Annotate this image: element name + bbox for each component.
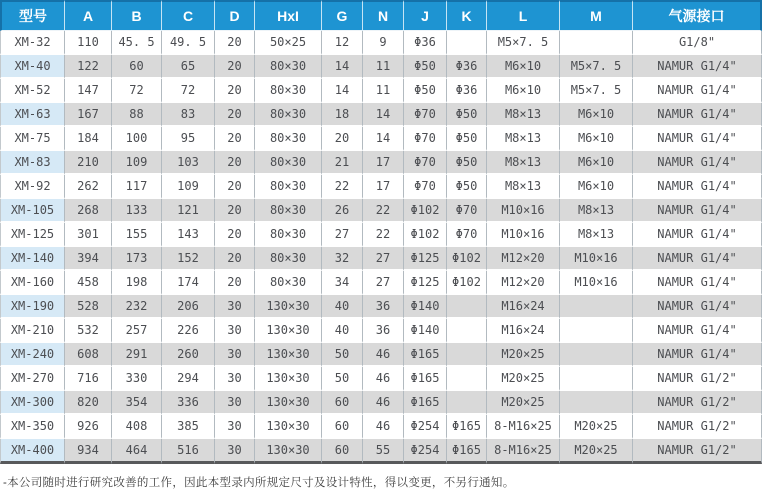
cell-port: NAMUR G1/4": [633, 79, 762, 103]
cell-L: M12×20: [487, 271, 560, 295]
cell-K: [447, 295, 487, 319]
cell-N: 27: [363, 271, 404, 295]
cell-A: 184: [65, 127, 112, 151]
cell-K: [447, 343, 487, 367]
cell-D: 20: [215, 199, 255, 223]
cell-G: 26: [322, 199, 363, 223]
cell-L: M8×13: [487, 103, 560, 127]
cell-K: [447, 319, 487, 343]
cell-L: 8-M16×25: [487, 415, 560, 439]
cell-M: [560, 343, 633, 367]
cell-B: 100: [112, 127, 162, 151]
model-cell: XM-32: [0, 31, 65, 55]
cell-L: M8×13: [487, 151, 560, 175]
table-body: [0, 31, 762, 464]
cell-G: 50: [322, 343, 363, 367]
cell-port: NAMUR G1/2": [633, 439, 762, 464]
cell-A: 458: [65, 271, 112, 295]
cell-B: 198: [112, 271, 162, 295]
cell-J: Φ125: [404, 247, 447, 271]
cell-A: 301: [65, 223, 112, 247]
cell-port: NAMUR G1/2": [633, 415, 762, 439]
cell-C: 336: [162, 391, 215, 415]
header-cell-B: B: [112, 0, 162, 31]
cell-A: 934: [65, 439, 112, 464]
cell-K: Φ50: [447, 103, 487, 127]
cell-M: M8×13: [560, 199, 633, 223]
cell-G: 32: [322, 247, 363, 271]
cell-G: 20: [322, 127, 363, 151]
cell-L: M20×25: [487, 367, 560, 391]
cell-G: 60: [322, 415, 363, 439]
model-cell: XM-40: [0, 55, 65, 79]
cell-HxI: 130×30: [255, 391, 322, 415]
cell-HxI: 80×30: [255, 271, 322, 295]
cell-L: M16×24: [487, 319, 560, 343]
cell-C: 83: [162, 103, 215, 127]
table-row: [0, 319, 762, 343]
cell-C: 72: [162, 79, 215, 103]
cell-K: Φ70: [447, 199, 487, 223]
cell-D: 20: [215, 127, 255, 151]
cell-port: NAMUR G1/4": [633, 103, 762, 127]
cell-D: 20: [215, 151, 255, 175]
cell-G: 40: [322, 295, 363, 319]
cell-J: Φ165: [404, 367, 447, 391]
cell-A: 147: [65, 79, 112, 103]
cell-L: M8×13: [487, 127, 560, 151]
cell-HxI: 80×30: [255, 55, 322, 79]
model-cell: XM-75: [0, 127, 65, 151]
cell-L: M20×25: [487, 391, 560, 415]
cell-G: 14: [322, 55, 363, 79]
cell-HxI: 130×30: [255, 343, 322, 367]
cell-B: 354: [112, 391, 162, 415]
cell-C: 174: [162, 271, 215, 295]
cell-G: 27: [322, 223, 363, 247]
table-row: [0, 223, 762, 247]
model-cell: XM-300: [0, 391, 65, 415]
cell-M: M5×7. 5: [560, 79, 633, 103]
cell-M: M6×10: [560, 175, 633, 199]
model-cell: XM-63: [0, 103, 65, 127]
cell-M: M8×13: [560, 223, 633, 247]
cell-J: Φ140: [404, 295, 447, 319]
cell-B: 155: [112, 223, 162, 247]
cell-B: 88: [112, 103, 162, 127]
cell-J: Φ70: [404, 127, 447, 151]
model-cell: XM-210: [0, 319, 65, 343]
cell-N: 11: [363, 55, 404, 79]
cell-port: NAMUR G1/4": [633, 319, 762, 343]
cell-A: 926: [65, 415, 112, 439]
cell-port: NAMUR G1/4": [633, 247, 762, 271]
cell-HxI: 80×30: [255, 151, 322, 175]
cell-L: M6×10: [487, 79, 560, 103]
cell-N: 36: [363, 319, 404, 343]
cell-N: 17: [363, 175, 404, 199]
cell-A: 167: [65, 103, 112, 127]
cell-J: Φ102: [404, 223, 447, 247]
cell-HxI: 80×30: [255, 103, 322, 127]
cell-J: Φ36: [404, 31, 447, 55]
cell-C: 95: [162, 127, 215, 151]
cell-J: Φ70: [404, 175, 447, 199]
cell-HxI: 50×25: [255, 31, 322, 55]
cell-N: 17: [363, 151, 404, 175]
header-cell-M: M: [560, 0, 633, 31]
header-cell-K: K: [447, 0, 487, 31]
cell-port: NAMUR G1/4": [633, 295, 762, 319]
cell-J: Φ50: [404, 55, 447, 79]
cell-J: Φ125: [404, 271, 447, 295]
cell-N: 14: [363, 127, 404, 151]
cell-M: M6×10: [560, 151, 633, 175]
cell-port: NAMUR G1/2": [633, 391, 762, 415]
cell-N: 14: [363, 103, 404, 127]
cell-A: 210: [65, 151, 112, 175]
cell-B: 232: [112, 295, 162, 319]
cell-C: 294: [162, 367, 215, 391]
cell-port: NAMUR G1/4": [633, 151, 762, 175]
cell-K: [447, 31, 487, 55]
cell-K: Φ50: [447, 175, 487, 199]
cell-G: 50: [322, 367, 363, 391]
cell-J: Φ70: [404, 151, 447, 175]
cell-L: M10×16: [487, 199, 560, 223]
cell-L: M10×16: [487, 223, 560, 247]
cell-C: 49. 5: [162, 31, 215, 55]
header-cell-model: 型号: [0, 0, 65, 31]
cell-L: 8-M16×25: [487, 439, 560, 464]
cell-A: 820: [65, 391, 112, 415]
cell-B: 173: [112, 247, 162, 271]
model-cell: XM-83: [0, 151, 65, 175]
table-row: [0, 415, 762, 439]
cell-G: 21: [322, 151, 363, 175]
cell-L: M16×24: [487, 295, 560, 319]
model-cell: XM-400: [0, 439, 65, 464]
cell-J: Φ140: [404, 319, 447, 343]
cell-G: 12: [322, 31, 363, 55]
cell-D: 30: [215, 391, 255, 415]
cell-G: 14: [322, 79, 363, 103]
cell-K: Φ102: [447, 271, 487, 295]
cell-K: Φ165: [447, 415, 487, 439]
cell-port: NAMUR G1/4": [633, 127, 762, 151]
cell-K: [447, 391, 487, 415]
cell-N: 46: [363, 367, 404, 391]
cell-G: 60: [322, 391, 363, 415]
cell-B: 72: [112, 79, 162, 103]
cell-G: 40: [322, 319, 363, 343]
cell-J: Φ70: [404, 103, 447, 127]
header-cell-L: L: [487, 0, 560, 31]
cell-N: 46: [363, 415, 404, 439]
cell-port: NAMUR G1/4": [633, 55, 762, 79]
cell-C: 260: [162, 343, 215, 367]
cell-B: 117: [112, 175, 162, 199]
table-row: [0, 247, 762, 271]
cell-M: M6×10: [560, 103, 633, 127]
header-cell-port: 气源接口: [633, 0, 762, 31]
header-cell-D: D: [215, 0, 255, 31]
cell-C: 152: [162, 247, 215, 271]
cell-HxI: 80×30: [255, 223, 322, 247]
cell-A: 122: [65, 55, 112, 79]
cell-HxI: 130×30: [255, 319, 322, 343]
disclaimer-note: -本公司随时进行研究改善的工作，因此本型录内所规定尺寸及设计特性，得以变更，不另行通知。: [3, 477, 515, 489]
header-cell-J: J: [404, 0, 447, 31]
cell-L: M20×25: [487, 343, 560, 367]
cell-J: Φ254: [404, 415, 447, 439]
cell-HxI: 80×30: [255, 175, 322, 199]
cell-C: 206: [162, 295, 215, 319]
table-row: [0, 391, 762, 415]
header-cell-N: N: [363, 0, 404, 31]
cell-M: M20×25: [560, 439, 633, 464]
table-row: [0, 175, 762, 199]
cell-HxI: 80×30: [255, 127, 322, 151]
cell-L: M6×10: [487, 55, 560, 79]
table-row: [0, 343, 762, 367]
table-row: [0, 367, 762, 391]
cell-A: 262: [65, 175, 112, 199]
cell-K: Φ70: [447, 223, 487, 247]
cell-A: 608: [65, 343, 112, 367]
cell-J: Φ165: [404, 343, 447, 367]
cell-M: [560, 31, 633, 55]
cell-M: M10×16: [560, 247, 633, 271]
table-row: [0, 151, 762, 175]
model-cell: XM-240: [0, 343, 65, 367]
cell-K: Φ165: [447, 439, 487, 464]
cell-L: M5×7. 5: [487, 31, 560, 55]
cell-B: 133: [112, 199, 162, 223]
cell-B: 45. 5: [112, 31, 162, 55]
header-row: [0, 0, 762, 31]
model-cell: XM-140: [0, 247, 65, 271]
cell-K: Φ50: [447, 151, 487, 175]
table-row: [0, 55, 762, 79]
cell-N: 46: [363, 343, 404, 367]
model-cell: XM-125: [0, 223, 65, 247]
cell-A: 716: [65, 367, 112, 391]
table-row: [0, 439, 762, 464]
cell-port: NAMUR G1/4": [633, 271, 762, 295]
table-row: [0, 295, 762, 319]
cell-D: 20: [215, 271, 255, 295]
cell-J: Φ50: [404, 79, 447, 103]
cell-D: 20: [215, 55, 255, 79]
cell-M: M5×7. 5: [560, 55, 633, 79]
cell-HxI: 80×30: [255, 79, 322, 103]
cell-L: M12×20: [487, 247, 560, 271]
cell-D: 20: [215, 103, 255, 127]
cell-N: 22: [363, 199, 404, 223]
cell-B: 408: [112, 415, 162, 439]
cell-D: 30: [215, 343, 255, 367]
cell-N: 11: [363, 79, 404, 103]
cell-A: 528: [65, 295, 112, 319]
cell-D: 20: [215, 247, 255, 271]
cell-G: 22: [322, 175, 363, 199]
cell-A: 532: [65, 319, 112, 343]
table-row: [0, 79, 762, 103]
cell-C: 65: [162, 55, 215, 79]
cell-D: 20: [215, 31, 255, 55]
cell-port: NAMUR G1/4": [633, 175, 762, 199]
cell-HxI: 130×30: [255, 415, 322, 439]
cell-K: [447, 367, 487, 391]
cell-HxI: 130×30: [255, 367, 322, 391]
cell-J: Φ165: [404, 391, 447, 415]
cell-D: 30: [215, 295, 255, 319]
cell-D: 30: [215, 367, 255, 391]
cell-L: M8×13: [487, 175, 560, 199]
cell-B: 291: [112, 343, 162, 367]
cell-N: 9: [363, 31, 404, 55]
cell-D: 30: [215, 319, 255, 343]
cell-HxI: 130×30: [255, 295, 322, 319]
model-cell: XM-52: [0, 79, 65, 103]
model-cell: XM-190: [0, 295, 65, 319]
cell-M: [560, 367, 633, 391]
cell-K: Φ36: [447, 79, 487, 103]
header-cell-G: G: [322, 0, 363, 31]
cell-HxI: 80×30: [255, 199, 322, 223]
cell-M: [560, 391, 633, 415]
cell-port: G1/8": [633, 31, 762, 55]
cell-C: 516: [162, 439, 215, 464]
cell-D: 30: [215, 415, 255, 439]
cell-D: 20: [215, 223, 255, 247]
model-cell: XM-92: [0, 175, 65, 199]
cell-N: 36: [363, 295, 404, 319]
cell-C: 385: [162, 415, 215, 439]
cell-port: NAMUR G1/4": [633, 343, 762, 367]
cell-B: 109: [112, 151, 162, 175]
cell-D: 30: [215, 439, 255, 464]
cell-J: Φ102: [404, 199, 447, 223]
model-cell: XM-350: [0, 415, 65, 439]
cell-M: M6×10: [560, 127, 633, 151]
cell-K: Φ36: [447, 55, 487, 79]
cell-C: 226: [162, 319, 215, 343]
table-row: [0, 199, 762, 223]
cell-HxI: 80×30: [255, 247, 322, 271]
cell-port: NAMUR G1/4": [633, 199, 762, 223]
cell-port: NAMUR G1/4": [633, 223, 762, 247]
cell-M: M20×25: [560, 415, 633, 439]
cell-A: 110: [65, 31, 112, 55]
cell-D: 20: [215, 79, 255, 103]
cell-B: 330: [112, 367, 162, 391]
cell-M: [560, 319, 633, 343]
cell-M: M10×16: [560, 271, 633, 295]
cell-K: Φ102: [447, 247, 487, 271]
cell-N: 46: [363, 391, 404, 415]
cell-N: 22: [363, 223, 404, 247]
cell-G: 34: [322, 271, 363, 295]
cell-C: 121: [162, 199, 215, 223]
cell-C: 109: [162, 175, 215, 199]
cell-C: 103: [162, 151, 215, 175]
table-row: [0, 31, 762, 55]
model-cell: XM-270: [0, 367, 65, 391]
cell-N: 27: [363, 247, 404, 271]
cell-J: Φ254: [404, 439, 447, 464]
table-row: [0, 127, 762, 151]
cell-HxI: 130×30: [255, 439, 322, 464]
model-cell: XM-105: [0, 199, 65, 223]
cell-B: 257: [112, 319, 162, 343]
cell-B: 464: [112, 439, 162, 464]
header-cell-A: A: [65, 0, 112, 31]
cell-K: Φ50: [447, 127, 487, 151]
cell-A: 268: [65, 199, 112, 223]
cell-G: 60: [322, 439, 363, 464]
cell-G: 18: [322, 103, 363, 127]
cell-D: 20: [215, 175, 255, 199]
table-row: [0, 103, 762, 127]
table-row: [0, 271, 762, 295]
cell-B: 60: [112, 55, 162, 79]
cell-port: NAMUR G1/2": [633, 367, 762, 391]
cell-M: [560, 295, 633, 319]
cell-C: 143: [162, 223, 215, 247]
cell-N: 55: [363, 439, 404, 464]
model-cell: XM-160: [0, 271, 65, 295]
header-cell-HxI: HxI: [255, 0, 322, 31]
header-cell-C: C: [162, 0, 215, 31]
cell-A: 394: [65, 247, 112, 271]
